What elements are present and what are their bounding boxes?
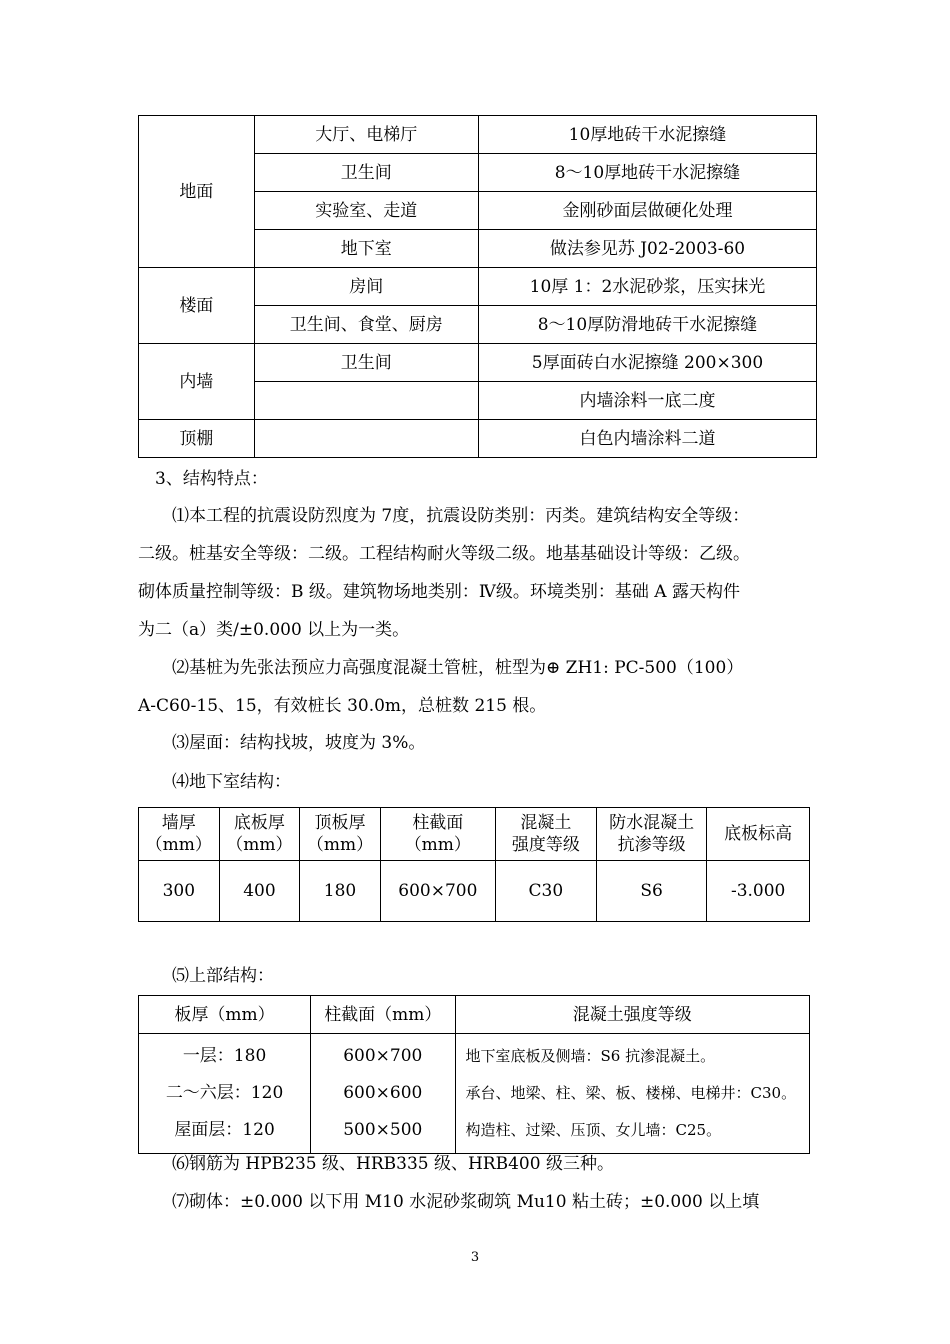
location-cell: 卫生间	[254, 344, 478, 382]
basement-structure-table	[138, 807, 810, 922]
location-cell	[254, 382, 478, 420]
value-cell: 400	[219, 861, 300, 922]
value-cell: 300	[139, 861, 220, 922]
header-cell: 柱截面（mm）	[311, 996, 455, 1034]
location-cell: 房间	[254, 268, 478, 306]
method-cell: 8～10厚防滑地砖干水泥擦缝	[478, 306, 816, 344]
header-cell: 混凝土 强度等级	[495, 808, 596, 861]
value-cell: 180	[300, 861, 381, 922]
location-cell: 卫生间	[254, 154, 478, 192]
header-cell: 板厚（mm）	[139, 996, 311, 1034]
header-cell: 底板标高	[707, 808, 810, 861]
method-cell: 做法参见苏 J02-2003-60	[478, 230, 816, 268]
upper-structure-table	[138, 995, 810, 1154]
value-cell: 600×700	[380, 861, 495, 922]
concrete-cell: 地下室底板及侧墙：S6 抗渗混凝土。 承台、地梁、柱、梁、板、楼梯、电梯井：C30。 构造柱、过梁、压顶、女儿墙：C25。	[455, 1034, 809, 1154]
value-cell: -3.000	[707, 861, 810, 922]
paragraph-line: ⑵基桩为先张法预应力高强度混凝土管桩，桩型为⊕ ZH1: PC-500（100）	[172, 658, 744, 678]
section-heading: 3、结构特点：	[155, 469, 268, 489]
method-cell: 8～10厚地砖干水泥擦缝	[478, 154, 816, 192]
header-cell: 墙厚 （mm）	[139, 808, 220, 861]
paragraph-line: 砌体质量控制等级：B 级。建筑物场地类别：Ⅳ级。环境类别：基础 A 露天构件	[138, 582, 740, 602]
column-cell: 600×700 600×600 500×500	[311, 1034, 455, 1154]
paragraph-line: ⑷地下室结构：	[172, 772, 291, 792]
page-number: 3	[470, 1250, 480, 1265]
location-cell: 地下室	[254, 230, 478, 268]
header-cell: 防水混凝土 抗渗等级	[596, 808, 706, 861]
value-cell: S6	[596, 861, 706, 922]
finish-table	[138, 115, 817, 458]
header-cell: 底板厚 （mm）	[219, 808, 300, 861]
value-cell: C30	[495, 861, 596, 922]
method-cell: 金刚砂面层做硬化处理	[478, 192, 816, 230]
paragraph-line: ⑸上部结构：	[172, 966, 274, 986]
location-cell: 大厅、电梯厅	[254, 116, 478, 154]
method-cell: 内墙涂料一底二度	[478, 382, 816, 420]
header-cell: 混凝土强度等级	[455, 996, 809, 1034]
method-cell: 白色内墙涂料二道	[478, 420, 816, 458]
method-cell: 10厚地砖干水泥擦缝	[478, 116, 816, 154]
paragraph-line: 为二（a）类/±0.000 以上为一类。	[138, 620, 410, 640]
location-cell: 卫生间、食堂、厨房	[254, 306, 478, 344]
paragraph-line: ⑺砌体：±0.000 以下用 M10 水泥砂浆砌筑 Mu10 粘土砖；±0.000 以上填	[172, 1192, 760, 1212]
category-cell: 楼面	[139, 268, 255, 344]
location-cell: 实验室、走道	[254, 192, 478, 230]
category-cell: 内墙	[139, 344, 255, 420]
header-cell: 顶板厚 （mm）	[300, 808, 381, 861]
paragraph-line: A-C60-15、15，有效桩长 30.0m，总桩数 215 根。	[138, 696, 547, 716]
category-cell: 顶棚	[139, 420, 255, 458]
paragraph-line: ⑹钢筋为 HPB235 级、HRB335 级、HRB400 级三种。	[172, 1154, 614, 1174]
header-cell: 柱截面 （mm）	[380, 808, 495, 861]
method-cell: 10厚 1：2水泥砂浆，压实抹光	[478, 268, 816, 306]
paragraph-line: ⑴本工程的抗震设防烈度为 7度，抗震设防类别：丙类。建筑结构安全等级：	[172, 506, 750, 526]
category-cell: 地面	[139, 116, 255, 268]
paragraph-line: ⑶屋面：结构找坡，坡度为 3%。	[172, 733, 426, 753]
slab-cell: 一层：180 二～六层：120 屋面层：120	[139, 1034, 311, 1154]
method-cell: 5厚面砖白水泥擦缝 200×300	[478, 344, 816, 382]
location-cell	[254, 420, 478, 458]
paragraph-line: 二级。桩基安全等级：二级。工程结构耐火等级二级。地基基础设计等级：乙级。	[138, 544, 750, 564]
